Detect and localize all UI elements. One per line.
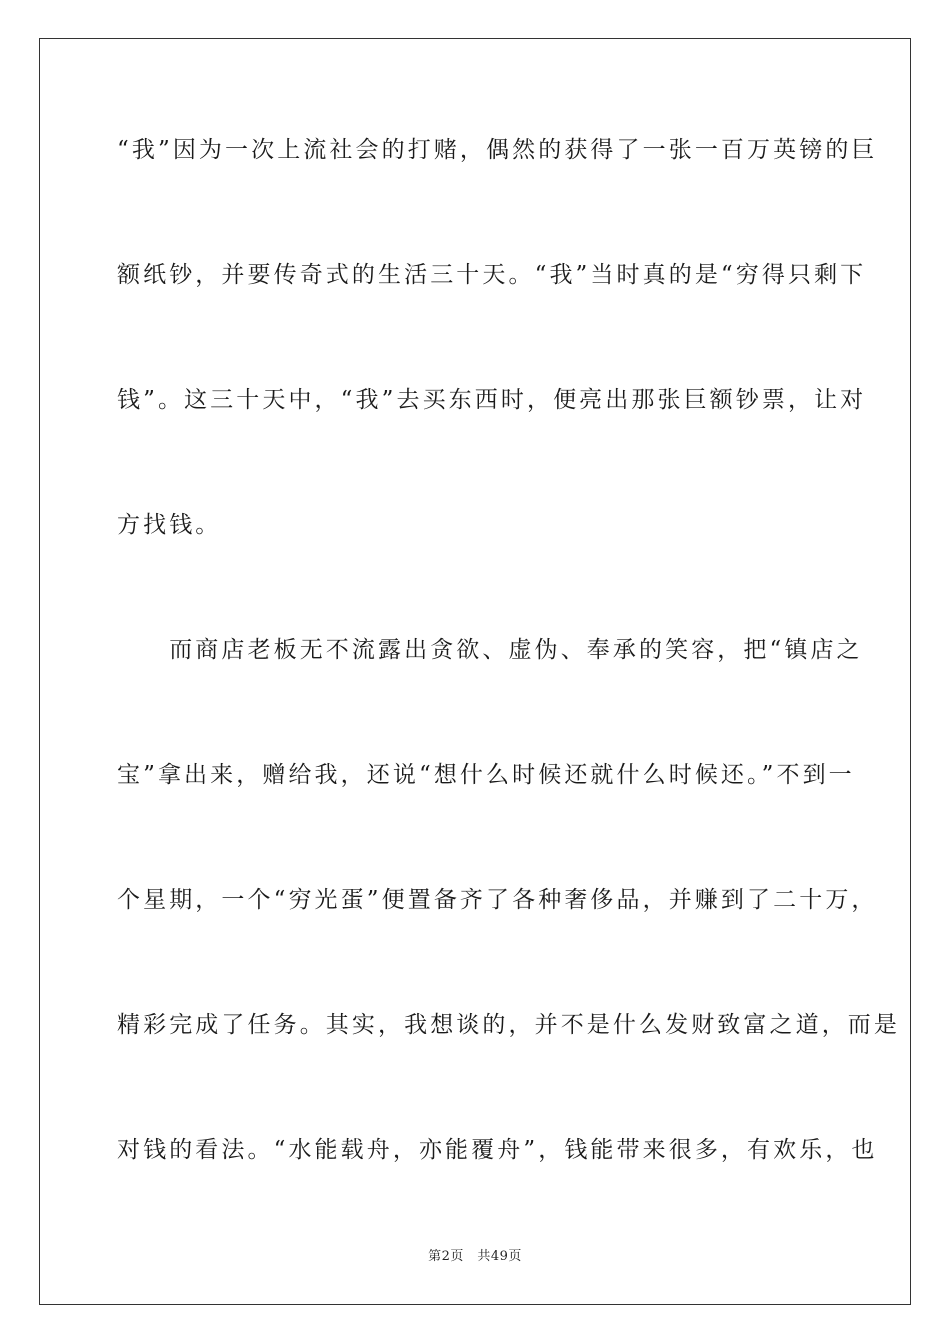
text-line: 钱”。这三十天中，“我”去买东西时，便亮出那张巨额钞票，让对 [117, 387, 867, 413]
text-line: 个星期，一个“穷光蛋”便置备齐了各种奢侈品，并赚到了二十万， [117, 887, 878, 913]
text-line: 方找钱。 [117, 512, 222, 538]
text-line: 精彩完成了任务。其实，我想谈的，并不是什么发财致富之道，而是 [117, 1012, 900, 1038]
page-border [39, 38, 911, 1305]
text-line: 宝”拿出来，赠给我，还说“想什么时候还就什么时候还。”不到一 [117, 762, 855, 788]
text-line: 对钱的看法。“水能载舟，亦能覆舟”，钱能带来很多，有欢乐，也 [117, 1137, 878, 1163]
text-line: 额纸钞，并要传奇式的生活三十天。“我”当时真的是“穷得只剩下 [117, 262, 867, 288]
text-line: 而商店老板无不流露出贪欲、虚伪、奉承的笑容，把“镇店之 [117, 637, 863, 663]
text-line: “我”因为一次上流社会的打赌，偶然的获得了一张一百万英镑的巨 [117, 137, 878, 163]
page-number-footer: 第2页 共49页 [428, 1249, 522, 1264]
